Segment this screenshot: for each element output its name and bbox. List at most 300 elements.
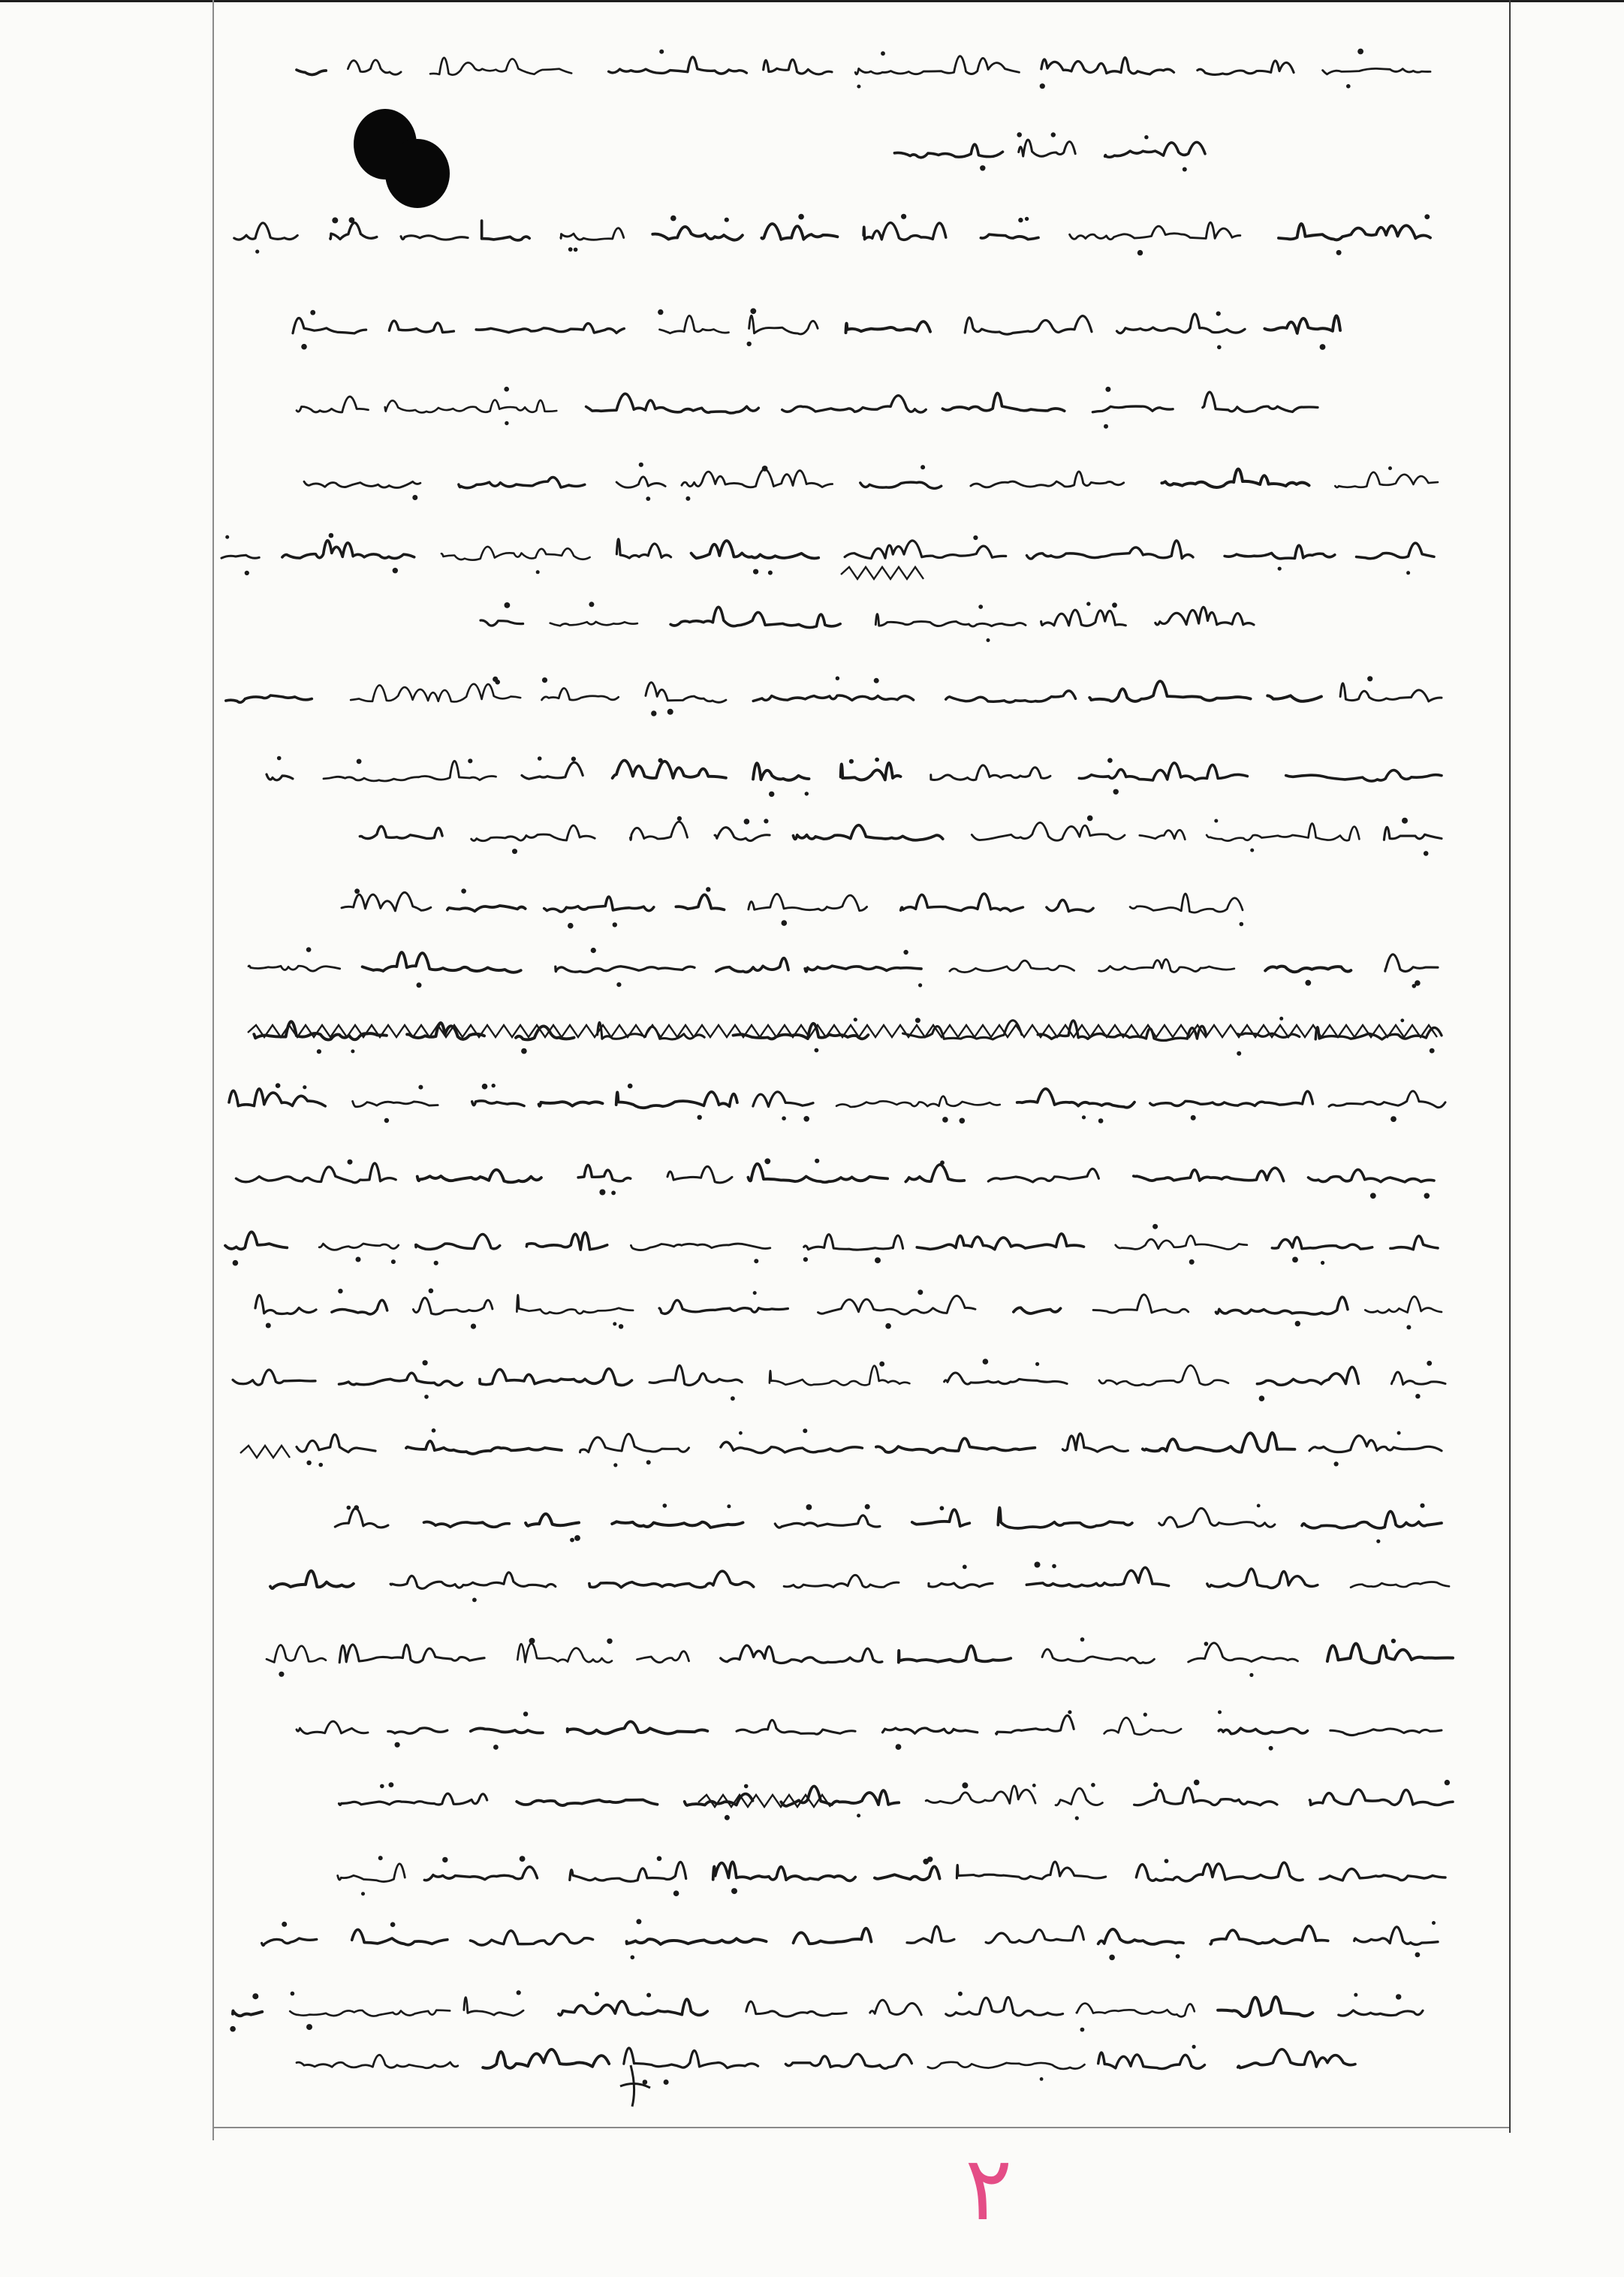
ink-dot (685, 496, 690, 501)
ink-dot (727, 1504, 731, 1508)
ink-dot (599, 1190, 605, 1196)
ink-word-stroke (233, 1370, 315, 1385)
ink-word-stroke (1330, 1729, 1442, 1736)
ink-word-stroke (972, 822, 1125, 840)
ink-word-stroke (360, 826, 442, 838)
ink-dot (1017, 132, 1022, 137)
ink-word-stroke (782, 396, 926, 412)
ink-word-stroke (624, 2048, 758, 2068)
ink-word-stroke (1130, 894, 1243, 912)
ink-word-stroke (342, 892, 431, 911)
ink-word-stroke (1099, 1365, 1228, 1386)
ink-word-stroke (1116, 1235, 1247, 1249)
ink-dot (393, 568, 398, 573)
ink-word-stroke (805, 966, 921, 971)
handwritten-line (233, 1359, 1445, 1401)
ink-dot (1415, 1953, 1421, 1958)
ink-word-stroke (482, 221, 530, 240)
ink-dot (1420, 1503, 1424, 1508)
ink-dot (505, 421, 508, 425)
ink-word-stroke (781, 1787, 899, 1806)
ink-word-stroke (1267, 695, 1321, 701)
ink-word-stroke (472, 825, 595, 841)
ink-word-stroke (417, 1170, 541, 1183)
ink-word-stroke (430, 58, 571, 75)
ink-word-stroke (447, 906, 526, 911)
ink-dot (361, 1892, 365, 1895)
ink-word-stroke (1218, 1997, 1312, 2016)
ink-word-stroke (517, 1800, 657, 1806)
ink-word-stroke (627, 1938, 767, 1944)
ink-dot (347, 1506, 351, 1510)
ink-dot (461, 888, 466, 894)
ink-dot (917, 1289, 923, 1295)
ink-dot (1424, 851, 1429, 856)
ink-dot (1035, 1562, 1041, 1568)
ink-word-stroke (282, 541, 414, 559)
ink-dot (1137, 250, 1143, 255)
ink-dot (1086, 602, 1090, 605)
ink-word-stroke (761, 224, 837, 240)
ink-word-stroke (616, 539, 670, 558)
ink-dot (493, 1745, 499, 1750)
ink-word-stroke (1077, 2004, 1195, 2017)
ink-dot (505, 602, 511, 608)
ink-dot (303, 1085, 306, 1089)
ink-word-stroke (1047, 900, 1093, 911)
ink-word-stroke (476, 324, 624, 333)
ink-word-stroke (1320, 1869, 1445, 1880)
ink-word-stroke (784, 1575, 899, 1588)
ink-dot (1025, 217, 1029, 221)
ink-word-stroke (267, 1645, 326, 1663)
ink-dot (255, 249, 259, 253)
ink-dot (849, 759, 854, 764)
ink-dot (1259, 1395, 1265, 1401)
ink-word-stroke (1335, 472, 1438, 487)
ink-word-stroke (586, 394, 759, 413)
ink-dot (754, 1259, 758, 1263)
ink-word-stroke (753, 695, 913, 701)
ink-word-stroke (561, 228, 624, 240)
ink-word-stroke (646, 683, 726, 703)
ink-dot (803, 1428, 807, 1433)
ink-word-stroke (1026, 1567, 1168, 1587)
ink-word-stroke (1216, 1297, 1348, 1314)
ink-dot (380, 1784, 384, 1789)
ink-word-stroke (1070, 222, 1240, 240)
ink-word-stroke (863, 223, 946, 240)
ink-word-stroke (297, 70, 326, 74)
ink-word-stroke (1041, 58, 1174, 74)
ink-word-stroke (236, 1163, 396, 1183)
ink-word-stroke (332, 1300, 387, 1314)
ink-word-stroke (1056, 1788, 1102, 1805)
ink-dot (568, 923, 574, 929)
ink-dot (815, 1048, 819, 1053)
ink-dot (1176, 1954, 1180, 1959)
ink-word-stroke (616, 1092, 737, 1108)
ink-dot (1396, 1994, 1401, 1999)
ink-word-stroke (917, 1234, 1083, 1250)
ink-dot (306, 947, 312, 952)
ink-word-stroke (846, 321, 931, 333)
ink-dot (670, 216, 676, 222)
ink-dot (389, 1782, 394, 1787)
ink-dot (962, 1782, 968, 1788)
handwritten-line (304, 463, 1438, 501)
ink-word-stroke (616, 477, 665, 487)
ink-word-stroke (1302, 1512, 1442, 1528)
ink-dot (1424, 1193, 1430, 1199)
ink-word-stroke (470, 1931, 592, 1945)
handwritten-line (297, 1428, 1442, 1467)
ink-dot (918, 983, 922, 987)
ink-word-stroke (996, 1715, 1074, 1734)
ink-word-stroke (715, 828, 770, 841)
ink-dot (901, 214, 906, 219)
ink-dot (348, 1160, 353, 1165)
ink-dot (657, 1856, 662, 1862)
ink-dot (1240, 922, 1244, 927)
ink-word-stroke (1159, 1508, 1275, 1527)
ink-word-stroke (660, 315, 729, 333)
ink-word-stroke (353, 1101, 438, 1106)
ink-word-stroke (1351, 1582, 1449, 1588)
ink-word-stroke (649, 1365, 742, 1385)
ink-word-stroke (676, 894, 724, 909)
ink-word-stroke (293, 318, 366, 333)
ink-word-stroke (1198, 61, 1294, 75)
ink-dot (987, 638, 990, 642)
handwritten-line (335, 1503, 1442, 1543)
ink-word-stroke (1014, 1307, 1061, 1313)
ink-dot (521, 1048, 527, 1054)
ink-dot (731, 1396, 735, 1401)
ink-word-stroke (550, 622, 637, 626)
ink-word-stroke (388, 1728, 447, 1733)
ink-dot (1183, 167, 1187, 172)
ink-word-stroke (1309, 1790, 1453, 1805)
ink-dot (301, 344, 307, 350)
ink-dot (753, 1291, 757, 1295)
ink-dot (764, 1158, 770, 1164)
ink-word-stroke (1098, 2052, 1205, 2069)
ink-dot (663, 1503, 667, 1508)
ink-word-stroke (539, 1102, 603, 1106)
ink-dot (332, 217, 338, 223)
ink-word-stroke (942, 393, 1064, 411)
ink-word-stroke (1340, 683, 1442, 701)
ink-mark (620, 2065, 650, 2107)
ink-dot (354, 888, 360, 894)
ink-word-stroke (998, 1507, 1132, 1528)
ink-dot (619, 1324, 623, 1329)
ink-word-stroke (737, 1720, 855, 1734)
ink-word-stroke (1189, 1643, 1298, 1662)
ink-word-stroke (804, 1235, 903, 1250)
ink-word-stroke (416, 1234, 500, 1249)
ink-word-stroke (1309, 1169, 1435, 1182)
ink-word-stroke (945, 1373, 1068, 1384)
ink-word-stroke (297, 1434, 375, 1452)
ink-dot (1400, 1018, 1404, 1022)
ink-dot (266, 1323, 271, 1329)
ink-dot (1430, 1048, 1435, 1054)
ink-word-stroke (1219, 1728, 1307, 1734)
ink-dot (434, 1261, 438, 1265)
ink-word-stroke (659, 1300, 788, 1313)
ink-word-stroke (928, 2062, 1085, 2069)
ink-dot (1354, 1993, 1357, 1997)
ink-dot (667, 709, 673, 715)
ink-word-stroke (1257, 1367, 1358, 1385)
ink-word-stroke (670, 607, 840, 627)
ink-word-stroke (612, 1522, 743, 1528)
ink-dot (233, 1260, 239, 1266)
ink-word-stroke (818, 1296, 976, 1315)
ink-dot (927, 1856, 933, 1862)
ink-dot (1214, 819, 1218, 823)
ink-word-stroke (1286, 771, 1442, 782)
ink-dot (523, 1712, 528, 1716)
ink-dot (725, 218, 729, 222)
ink-dot (1391, 1639, 1396, 1643)
ink-word-stroke (841, 763, 901, 780)
ink-dot (574, 248, 578, 252)
ink-dot (753, 569, 758, 575)
ink-dot (1257, 1504, 1261, 1508)
ink-word-stroke (1391, 1372, 1445, 1385)
ink-dot (879, 1362, 884, 1367)
ink-dot (978, 605, 983, 609)
ink-word-stroke (753, 1092, 813, 1107)
ink-dot (412, 495, 417, 500)
ink-word-stroke (845, 541, 1006, 559)
ink-word-stroke (912, 1509, 970, 1526)
ink-word-stroke (748, 1164, 887, 1183)
ink-word-stroke (254, 1021, 387, 1039)
handwritten-line (297, 387, 1318, 429)
ink-dot (1216, 312, 1221, 316)
ink-word-stroke (542, 688, 619, 700)
ink-word-stroke (464, 1998, 523, 2016)
ink-word-stroke (1038, 1021, 1206, 1041)
ink-dot (1189, 1259, 1195, 1265)
ink-dot (291, 1992, 295, 1996)
ink-dot (857, 85, 860, 89)
ink-dot (1334, 1461, 1339, 1466)
ink-dot (424, 1395, 429, 1399)
ink-dot (1217, 345, 1222, 350)
ink-dot (1432, 1921, 1436, 1925)
ink-dot (613, 1463, 617, 1467)
ink-word-stroke (304, 481, 420, 487)
ink-word-stroke (233, 2011, 262, 2016)
ink-dot (1194, 1780, 1200, 1786)
ink-word-stroke (363, 952, 521, 973)
ink-dot (806, 1504, 812, 1510)
ink-dot (1143, 1713, 1147, 1717)
ink-dot (1098, 1118, 1104, 1123)
ink-dot (963, 1565, 967, 1570)
ink-dot (504, 387, 509, 392)
ink-dot (1032, 1784, 1036, 1787)
handwritten-line (297, 49, 1430, 89)
ink-dot (646, 1993, 651, 1998)
ink-word-stroke (986, 1926, 1083, 1944)
ink-dot (1402, 818, 1408, 824)
ink-word-stroke (1027, 541, 1194, 559)
ink-word-stroke (255, 1295, 316, 1314)
ink-dot (613, 922, 617, 927)
ink-dot (1204, 1642, 1209, 1646)
ink-dot (1051, 132, 1056, 137)
ink-word-stroke (1019, 140, 1076, 156)
ink-word-stroke (559, 1999, 707, 2015)
handwritten-line (339, 1780, 1454, 1820)
ink-word-stroke (1203, 392, 1318, 412)
ink-dot (1376, 1540, 1380, 1543)
ink-dot (875, 1257, 881, 1263)
ink-word-stroke (721, 1645, 882, 1663)
ink-dot (1397, 1431, 1401, 1435)
ink-dot (570, 1538, 574, 1543)
ink-dot (768, 571, 773, 575)
ink-word-stroke (226, 695, 312, 702)
ink-dot (1075, 1816, 1079, 1820)
ink-dot (731, 1888, 737, 1894)
ink-word-stroke (749, 315, 818, 334)
ink-word-stroke (1134, 1168, 1284, 1181)
ink-dot (512, 849, 517, 854)
handwritten-line (297, 1710, 1442, 1751)
ink-word-stroke (1017, 1089, 1134, 1108)
ink-dot (920, 465, 925, 469)
strike-through-scribble (698, 1795, 830, 1807)
ink-word-stroke (631, 822, 688, 840)
ink-word-stroke (894, 144, 1002, 158)
ink-word-stroke (1339, 2010, 1423, 2016)
ink-dot (1218, 1710, 1222, 1714)
ink-word-stroke (339, 1793, 487, 1805)
ink-word-stroke (267, 774, 293, 780)
ink-dot (836, 677, 839, 680)
ink-dot (616, 982, 621, 987)
ink-dot (1153, 1782, 1158, 1787)
ink-dot (472, 1598, 477, 1603)
ink-dot (538, 756, 542, 761)
ink-dot (664, 2079, 669, 2085)
ink-dot (1415, 1394, 1420, 1398)
ink-dot (529, 1638, 535, 1644)
ink-word-stroke (406, 1441, 562, 1454)
ink-word-stroke (324, 761, 496, 781)
ink-word-stroke (1136, 1862, 1303, 1881)
ink-dot (1427, 1361, 1432, 1366)
ink-word-stroke (794, 1929, 872, 1944)
ink-word-stroke (899, 1646, 1011, 1663)
ink-word-stroke (526, 1514, 579, 1526)
ink-word-stroke (481, 620, 523, 626)
ink-word-stroke (901, 894, 1023, 911)
ink-word-stroke (1365, 1296, 1442, 1313)
ink-word-stroke (1385, 955, 1438, 972)
ink-word-stroke (544, 897, 654, 912)
handwritten-line (236, 1158, 1434, 1199)
ink-dot (607, 1639, 612, 1644)
ink-word-stroke (652, 227, 743, 240)
ink-dot (973, 535, 978, 540)
ink-word-stroke (1384, 827, 1442, 840)
ink-word-stroke (1042, 1649, 1154, 1663)
ink-dot (277, 756, 282, 761)
ink-word-stroke (556, 967, 694, 973)
ink-word-stroke (441, 547, 590, 560)
ink-dot (940, 1506, 945, 1510)
ink-word-stroke (716, 958, 788, 973)
ink-dot (595, 1992, 599, 1996)
ink-dot (639, 463, 643, 467)
handwritten-line (267, 1637, 1453, 1677)
ink-dot (798, 214, 804, 220)
ink-word-stroke (517, 1643, 612, 1662)
ink-word-stroke (746, 2001, 846, 2016)
ink-dot (613, 1322, 616, 1325)
handwritten-line (229, 1083, 1445, 1123)
ink-word-stroke (965, 316, 1092, 334)
ink-dot (1445, 1780, 1450, 1785)
ink-word-stroke (1150, 1091, 1313, 1105)
ink-word-stroke (1210, 1926, 1328, 1944)
ink-dot (1082, 1115, 1086, 1119)
ink-word-stroke (225, 1232, 287, 1249)
ink-dot (1109, 1955, 1115, 1961)
ink-word-stroke (1143, 1433, 1295, 1452)
ink-dot (881, 51, 885, 56)
ink-dot (646, 496, 650, 501)
ink-dot (317, 1049, 321, 1054)
ink-word-stroke (1041, 610, 1126, 626)
ink-word-stroke (875, 614, 1026, 626)
ink-word-stroke (870, 2000, 922, 2015)
ink-dot (1390, 1116, 1397, 1122)
ink-word-stroke (1207, 1569, 1318, 1588)
ink-word-stroke (1099, 959, 1234, 972)
ink-dot (542, 677, 547, 683)
ink-dot (329, 533, 334, 538)
ink-dot (1278, 567, 1282, 571)
ink-dot (673, 1890, 679, 1896)
ink-dot (1087, 816, 1093, 822)
ink-word-stroke (749, 894, 867, 910)
ink-dot (1040, 83, 1045, 89)
ink-dot (1068, 1710, 1071, 1714)
ink-word-stroke (1329, 1091, 1445, 1108)
handwritten-line (894, 132, 1205, 171)
ink-dot (1269, 1746, 1273, 1751)
ink-dot (1292, 1257, 1298, 1263)
ink-word-stroke (753, 763, 809, 780)
ink-word-stroke (270, 1571, 354, 1588)
ink-word-stroke (1089, 681, 1250, 701)
ink-dot (915, 1018, 920, 1023)
ink-dot (739, 1431, 743, 1435)
ink-word-stroke (1093, 1295, 1189, 1313)
ink-dot (651, 710, 656, 716)
ink-dot (1107, 758, 1113, 763)
ink-word-stroke (682, 469, 833, 487)
